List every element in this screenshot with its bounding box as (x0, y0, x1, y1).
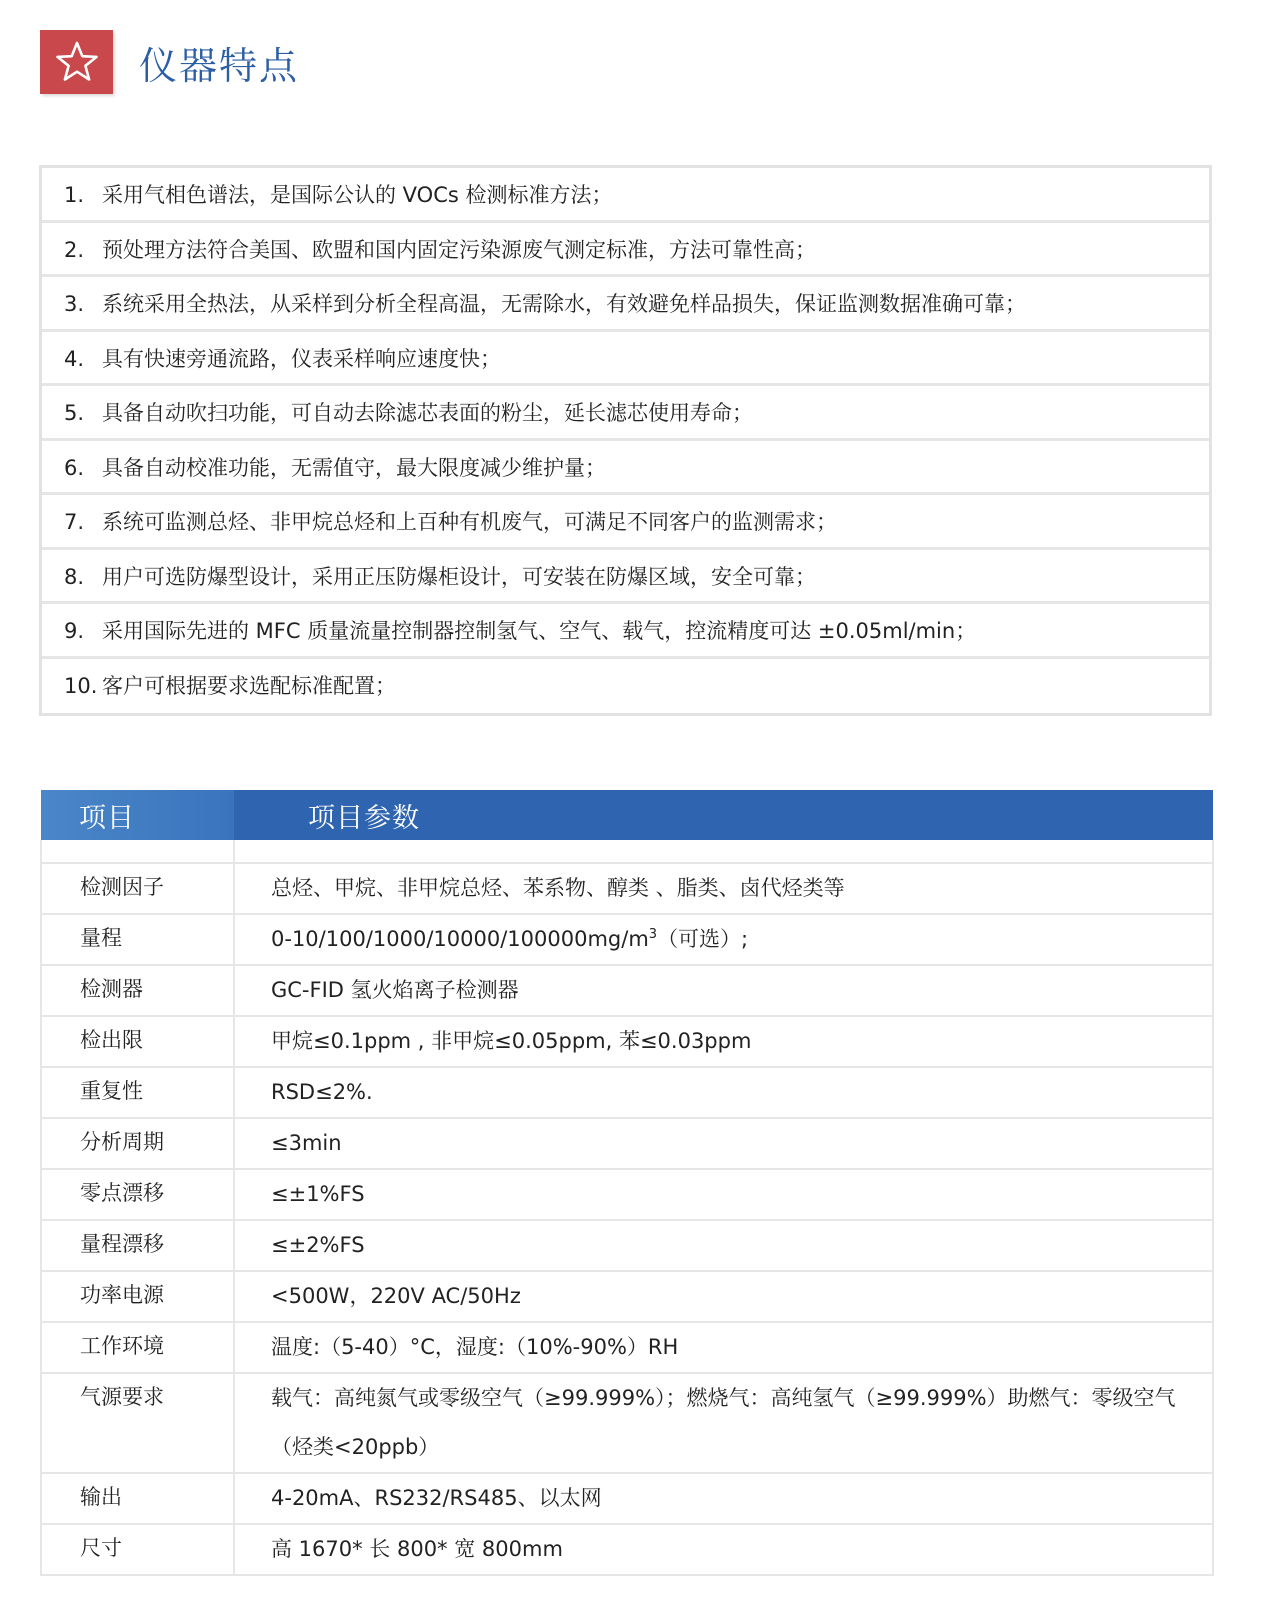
feature-number: 3. (64, 292, 85, 316)
row-name: 功率电源 (41, 1271, 234, 1322)
feature-number: 8. (64, 564, 85, 589)
feature-number: 2. (64, 237, 85, 262)
row-value: RSD≤2%. (234, 1067, 1213, 1118)
table-row (41, 914, 1213, 965)
table-row (41, 863, 1213, 914)
feature-number: 1. (64, 183, 85, 207)
section-title: 仪器特点 (139, 43, 300, 88)
row-name: 输出 (41, 1473, 234, 1524)
star-icon (55, 40, 99, 84)
row-value: 总烃、甲烷、非甲烷总烃、苯系物、醇类 、脂类、卤代烃类等 (234, 863, 1213, 914)
feature-text: 预处理方法符合美国、欧盟和国内固定污染源废气测定标准，方法可靠性高； (102, 237, 816, 262)
feature-number: 9. (64, 619, 85, 643)
table-header-row (41, 790, 1213, 840)
table-row (41, 965, 1213, 1016)
feature-text: 系统采用全热法，从采样到分析全程高温，无需除水，有效避免样品损失，保证监测数据准确可靠； (102, 292, 1026, 316)
row-name: 重复性 (41, 1067, 234, 1118)
list-item (42, 604, 1209, 659)
row-name: 零点漂移 (41, 1169, 234, 1220)
table-row (41, 1118, 1213, 1169)
table-spacer (41, 840, 1213, 863)
row-value: 高 1670* 长 800* 宽 800mm (234, 1524, 1213, 1575)
feature-text: 采用国际先进的 MFC 质量流量控制器控制氢气、空气、载气，控流精度可达 ±0.05ml/min； (102, 619, 977, 643)
row-name: 气源要求 (41, 1373, 234, 1473)
table-row (41, 1067, 1213, 1118)
list-item (42, 495, 1209, 550)
row-value (234, 914, 1213, 965)
row-value: <500W，220V AC/50Hz (234, 1271, 1213, 1322)
list-item (42, 659, 1209, 714)
feature-text: 采用气相色谱法，是国际公认的 VOCs 检测标准方法； (102, 183, 613, 207)
row-value: GC-FID 氢火焰离子检测器 (234, 965, 1213, 1016)
row-value: ≤3min (234, 1118, 1213, 1169)
feature-number: 10. (64, 673, 98, 698)
list-item (42, 550, 1209, 605)
header-item: 项目 (41, 790, 234, 840)
list-item (42, 441, 1209, 496)
list-item (42, 386, 1209, 441)
list-item (42, 223, 1209, 278)
row-name: 检测因子 (41, 863, 234, 914)
row-name: 尺寸 (41, 1524, 234, 1575)
row-value: 4-20mA、RS232/RS485、以太网 (234, 1473, 1213, 1524)
feature-text: 具备自动校准功能，无需值守，最大限度减少维护量； (102, 455, 606, 480)
feature-number: 5. (64, 401, 85, 425)
row-value: ≤±1%FS (234, 1169, 1213, 1220)
row-name: 分析周期 (41, 1118, 234, 1169)
row-value: 载气：高纯氮气或零级空气（≥99.999%）；燃烧气：高纯氢气（≥99.999%）助燃气：零级空气（烃类<20ppb） (234, 1373, 1213, 1473)
list-item (42, 332, 1209, 387)
feature-number: 6. (64, 455, 85, 480)
row-name: 量程 (41, 914, 234, 965)
row-value: ≤±2%FS (234, 1220, 1213, 1271)
table-row (41, 1220, 1213, 1271)
row-value: 甲烷≤0.1ppm , 非甲烷≤0.05ppm, 苯≤0.03ppm (234, 1016, 1213, 1067)
row-name: 工作环境 (41, 1322, 234, 1373)
table-row (41, 1473, 1213, 1524)
feature-text: 用户可选防爆型设计，采用正压防爆柜设计，可安装在防爆区域，安全可靠； (102, 564, 816, 589)
section-header (40, 30, 299, 94)
row-value: 温度:（5-40）°C，湿度:（10%-90%）RH (234, 1322, 1213, 1373)
table-row (41, 1169, 1213, 1220)
feature-text: 客户可根据要求选配标准配置； (102, 673, 396, 698)
feature-number: 7. (64, 510, 85, 534)
table-row (41, 1322, 1213, 1373)
superscript: 3 (648, 927, 658, 942)
feature-number: 4. (64, 346, 85, 371)
list-item (42, 277, 1209, 332)
feature-text: 系统可监测总烃、非甲烷总烃和上百种有机废气，可满足不同客户的监测需求； (102, 510, 837, 534)
table-row (41, 1271, 1213, 1322)
table-row (41, 1524, 1213, 1575)
range-suffix: （可选）; (657, 927, 749, 951)
header-param: 项目参数 (234, 790, 1213, 840)
row-name: 量程漂移 (41, 1220, 234, 1271)
range-value: 0-10/100/1000/10000/100000mg/m (271, 927, 649, 951)
feature-text: 具有快速旁通流路，仪表采样响应速度快； (102, 346, 501, 371)
table-row (41, 1016, 1213, 1067)
list-item (42, 168, 1209, 223)
star-badge (40, 30, 113, 94)
features-list (39, 165, 1212, 716)
row-name: 检测器 (41, 965, 234, 1016)
row-name: 检出限 (41, 1016, 234, 1067)
spec-table (40, 790, 1214, 1576)
feature-text: 具备自动吹扫功能，可自动去除滤芯表面的粉尘，延长滤芯使用寿命； (102, 401, 753, 425)
table-row (41, 1373, 1213, 1473)
